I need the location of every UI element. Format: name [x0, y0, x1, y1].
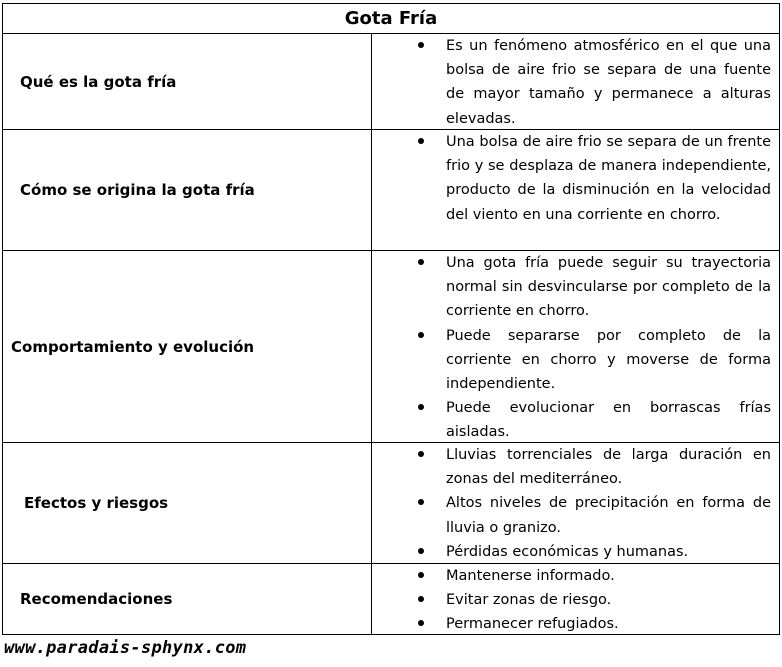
row-content: [372, 564, 779, 634]
website-watermark: www.paradais-sphynx.com: [4, 638, 247, 658]
row-content: [372, 130, 779, 250]
bullet-list: [372, 443, 779, 564]
list-item: Mantenerse informado.: [372, 564, 779, 588]
list-item: Permanecer refugiados.: [372, 612, 779, 636]
row-content: [372, 34, 779, 129]
list-item: Una bolsa de aire frio se separa de un frente frio y se desplaza de manera independiente, producto de la disminución en la velocidad del viento en una corriente en chorro.: [372, 130, 779, 227]
row-label: Qué es la gota fría: [3, 34, 372, 129]
list-item: Es un fenómeno atmosférico en el que una bolsa de aire frio se separa de una fuente de mayor tamaño y permanece a alturas elevadas.: [372, 34, 779, 131]
table-row-efectos: [3, 443, 779, 564]
table-row-origen: [3, 130, 779, 251]
list-item: Evitar zonas de riesgo.: [372, 588, 779, 612]
list-item: Lluvias torrenciales de larga duración en zonas del mediterráneo.: [372, 443, 779, 491]
info-table: [2, 3, 780, 635]
row-label: Cómo se origina la gota fría: [3, 130, 372, 250]
row-content: [372, 251, 779, 442]
table-row-recomendaciones: [3, 564, 779, 634]
table-row-comportamiento: [3, 251, 779, 443]
row-label: Recomendaciones: [3, 564, 372, 634]
list-item: Altos niveles de precipitación en forma de lluvia o granizo.: [372, 491, 779, 539]
table-row-que-es: [3, 34, 779, 130]
bullet-list: [372, 34, 779, 131]
list-item: Pérdidas económicas y humanas.: [372, 540, 779, 564]
bullet-list: [372, 564, 779, 637]
row-content: [372, 443, 779, 563]
list-item: Puede separarse por completo de la corriente en chorro y moverse de forma independiente.: [372, 324, 779, 397]
bullet-list: [372, 251, 779, 445]
row-label: Comportamiento y evolución: [3, 251, 372, 442]
list-item: Puede evolucionar en borrascas frías aisladas.: [372, 396, 779, 444]
row-label: Efectos y riesgos: [3, 443, 372, 563]
bullet-list: [372, 130, 779, 227]
table-title: Gota Fría: [3, 4, 779, 34]
list-item: Una gota fría puede seguir su trayectoria normal sin desvincularse por completo de la corriente en chorro.: [372, 251, 779, 324]
